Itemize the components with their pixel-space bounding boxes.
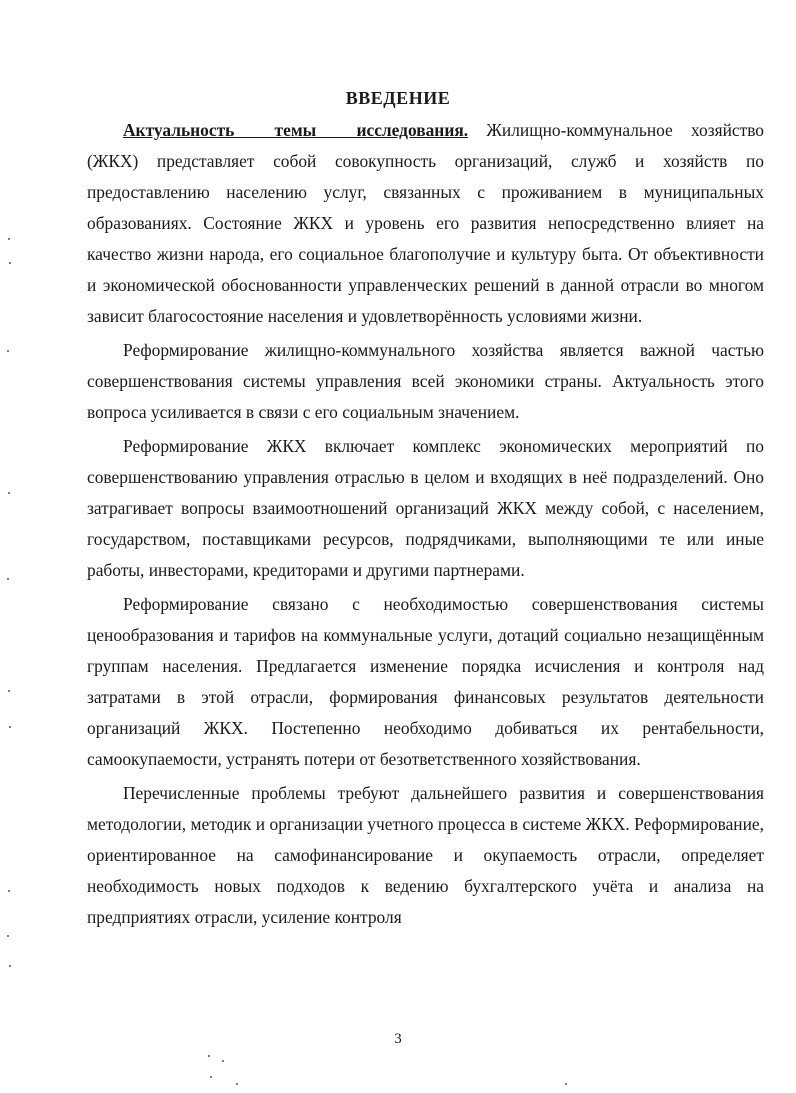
paragraph: Реформирование жилищно-коммунального хозяйства является важной частью совершенствования системы управления всей экономики страны. Актуальность этого вопроса усиливается в связи с его социальным значением. <box>87 340 764 422</box>
scan-speck <box>7 350 9 352</box>
document-body <box>87 115 764 933</box>
scan-speck <box>236 1083 238 1085</box>
paragraph: Перечисленные проблемы требуют дальнейшего развития и совершенствования методологии, методик и организации учетного процесса в системе ЖКХ. Реформирование, ориентированное на самофинансирование и окупаемость отрасли, определяет необходимость новых подходов к ведению бухгалтерского учёта и анализа на предприятиях отрасли, усиление контроля <box>87 783 764 927</box>
paragraph-relevance <box>87 115 764 332</box>
scan-speck <box>565 1083 567 1085</box>
scan-speck <box>208 1055 210 1057</box>
scan-speck <box>8 690 10 692</box>
scan-speck <box>8 890 10 892</box>
paragraph: Реформирование ЖКХ включает комплекс экономических мероприятий по совершенствованию управления отраслью в целом и входящих в неё подразделений. Оно затрагивает вопросы взаимоотношений организаций ЖКХ между собой, с населением, государством, поставщиками ресурсов, подрядчиками, выполняющими те или иные работы, инвесторами, кредиторами и другими партнерами. <box>87 436 764 580</box>
scan-speck <box>8 492 10 494</box>
paragraph: Реформирование связано с необходимостью совершенствования системы ценообразования и тарифов на коммунальные услуги, дотаций социально незащищённым группам населения. Предлагается изменение порядка исчисления и контроля над затратами в этой отрасли, формирования финансовых результатов деятельности организаций ЖКХ. Постепенно необходимо добиваться их рентабельности, самоокупаемости, устранять потери от безответственного хозяйствования. <box>87 594 764 769</box>
scan-speck <box>9 262 11 264</box>
scan-speck <box>222 1060 224 1062</box>
scan-speck <box>7 578 9 580</box>
scan-speck <box>8 238 10 240</box>
scan-speck <box>9 965 11 967</box>
paragraph-text: Жилищно-коммунальное хозяйство (ЖКХ) представляет собой совокупность организаций, служб и хозяйств по предоставлению населению услуг, связанных с проживанием в муниципальных образованиях. Состояние ЖКХ и уровень его развития непосредственно влияет на качество жизни народа, его социальное благополучие и культуру быта. От объективности и экономической обоснованности управленческих решений в данной отрасли во многом зависит благосостояние населения и удовлетворённость условиями жизни. <box>87 120 764 326</box>
scan-speck <box>9 726 11 728</box>
section-heading: ВВЕДЕНИЕ <box>345 88 451 108</box>
page-number: 3 <box>394 1031 402 1047</box>
scan-speck <box>210 1076 212 1078</box>
scan-speck <box>7 935 9 937</box>
relevance-label: Актуальность темы исследования. <box>123 120 469 140</box>
